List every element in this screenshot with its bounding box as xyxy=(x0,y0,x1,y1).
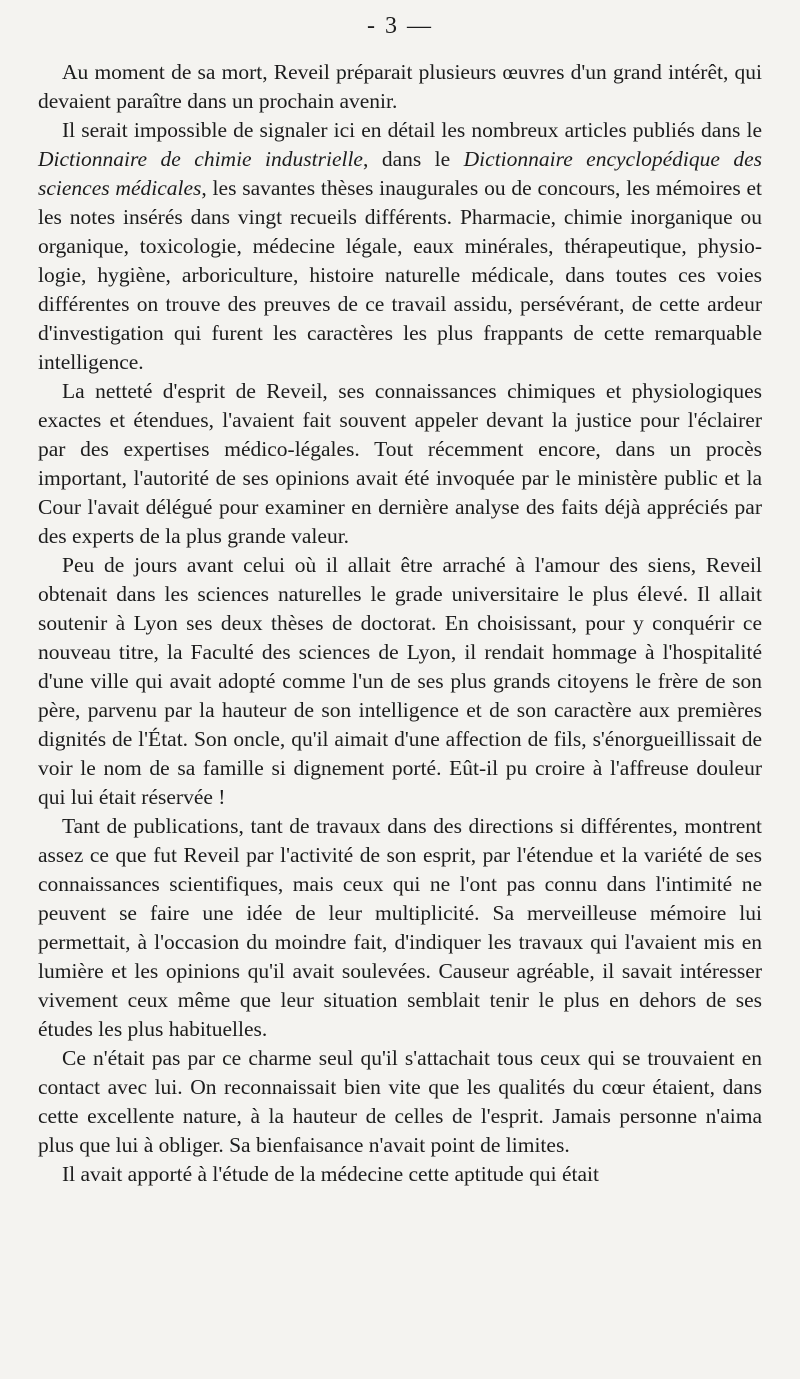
paragraph xyxy=(38,1160,762,1189)
text-segment: Peu de jours avant celui où il allait être arraché à l'amour des siens, Reveil obtenait dans les sciences naturelles le grade universitaire le plus élevé. Il allait soutenir à Lyon ses deux thèses de doctorat. En choisissant, pour y conquérir ce nouveau titre, la Faculté des sciences de Lyon, il rendait hommage à l'hospitalité d'une ville qui avait adopté comme l'un de ses plus grands citoyens le frère de son père, parvenu par la hauteur de son intelligence et de son caractère aux premières dignités de l'État. Son oncle, qu'il aimait d'une affection de fils, s'énorgueillissait de voir le nom de sa famille si dignement porté. Eût-il pu croire à l'affreuse douleur qui lui était réservée ! xyxy=(38,553,762,809)
text-segment: Il avait apporté à l'étude de la médecine cette aptitude qui était xyxy=(62,1162,599,1186)
paragraph xyxy=(38,1044,762,1160)
text-segment: , les savantes thèses inaugurales ou de concours, les mémoires et les notes insérés dans vingt recueils différents. Pharmacie, chimie inorganique ou organique, toxicologie, médecine légale, eaux minérales, thérapeutique, physiologie, hygiène, arboriculture, histoire naturelle médicale, dans toutes ces voies différentes on trouve des preuves de ce travail assidu, persévérant, de cette ardeur d'investigation qui furent les caractères les plus frappants de cette remarquable intelligence. xyxy=(38,176,762,374)
paragraph xyxy=(38,116,762,377)
body-text xyxy=(38,58,762,1189)
text-segment: , dans le xyxy=(362,147,464,171)
text-segment: Tant de publications, tant de travaux dans des directions si différentes, montrent assez ce que fut Reveil par l'activité de son esprit, par l'étendue et la variété de ses connaissances scientifiques, mais ceux qui ne l'ont pas connu dans l'intimité ne peuvent se faire une idée de leur multiplicité. Sa merveilleuse mémoire lui permettait, à l'occasion du moindre fait, d'indiquer les travaux qui l'avaient mis en lumière et les opinions qu'il avait soulevées. Causeur agréable, il savait intéresser vivement ceux même que leur situation semblait tenir le plus en dehors de ses études les plus habituelles. xyxy=(38,814,762,1041)
paragraph xyxy=(38,812,762,1044)
text-segment: La netteté d'esprit de Reveil, ses connaissances chimiques et physiologiques exactes et étendues, l'avaient fait souvent appeler devant la justice pour l'éclairer par des expertises médico-légales. Tout récemment encore, dans un procès important, l'autorité de ses opinions avait été invoquée par le ministère public et la Cour l'avait délégué pour examiner en dernière analyse des faits déjà appréciés par des experts de la plus grande valeur. xyxy=(38,379,762,548)
text-segment: Il serait impossible de signaler ici en détail les nombreux articles publiés dans le xyxy=(62,118,762,142)
text-segment: Ce n'était pas par ce charme seul qu'il s'attachait tous ceux qui se trouvaient en contact avec lui. On reconnaissait bien vite que les qualités du cœur étaient, dans cette excellente nature, à la hauteur de celles de l'esprit. Jamais personne n'aima plus que lui à obliger. Sa bienfaisance n'avait point de limites. xyxy=(38,1046,762,1157)
text-segment: Au moment de sa mort, Reveil préparait plusieurs œuvres d'un grand intérêt, qui devaient paraître dans un prochain avenir. xyxy=(38,60,762,113)
page-number: - 3 — xyxy=(367,13,433,39)
italic-title: Dictionnaire encyclopédique des sciences médicales xyxy=(38,147,762,200)
paragraph xyxy=(38,551,762,812)
paragraph xyxy=(38,58,762,116)
paragraph xyxy=(38,377,762,551)
italic-title: Dictionnaire de chimie industrielle xyxy=(38,147,363,171)
